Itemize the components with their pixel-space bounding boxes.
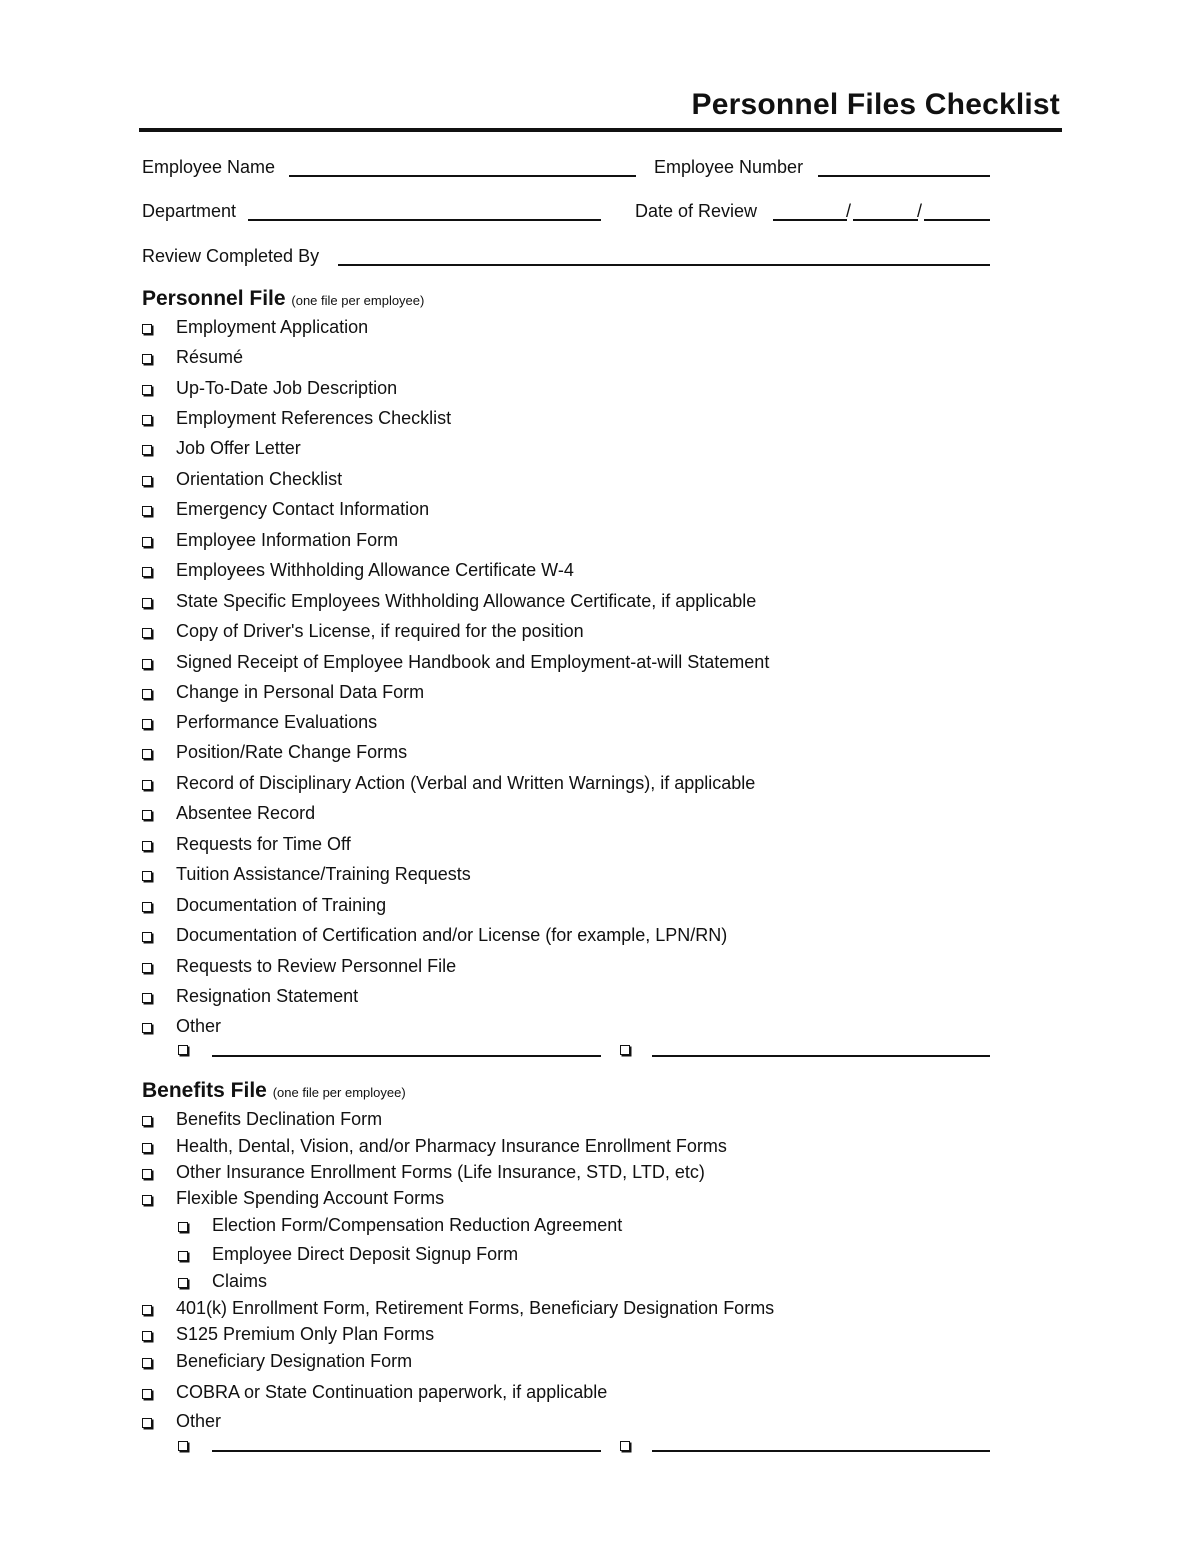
personnel-item-resume: Résumé [176,347,244,367]
personnel-item-time-off: Requests for Time Off [176,834,351,854]
checkbox-icon[interactable] [142,1116,152,1126]
benefits-item-cobra: COBRA or State Continuation paperwork, if applicable [176,1382,608,1402]
checkbox-icon[interactable] [142,415,152,425]
employee-number-field[interactable] [818,175,990,177]
benefits-item-other: Other [176,1411,222,1431]
checkbox-icon[interactable] [142,567,152,577]
checkbox-icon[interactable] [142,810,152,820]
personnel-item-training-docs: Documentation of Training [176,895,387,915]
review-year-field[interactable] [924,219,990,221]
employee-name-label: Employee Name [142,157,276,177]
date-separator: / [917,201,923,221]
date-of-review-label: Date of Review [635,201,758,221]
personnel-item-handbook-receipt: Signed Receipt of Employee Handbook and Employment-at-will Statement [176,652,770,672]
personnel-file-heading [142,287,424,311]
personnel-item-references-checklist: Employment References Checklist [176,408,452,428]
benefits-item-s125: S125 Premium Only Plan Forms [176,1324,435,1344]
benefits-item-fsa-forms: Flexible Spending Account Forms [176,1188,445,1208]
benefits-item-beneficiary: Beneficiary Designation Form [176,1351,413,1371]
personnel-item-tuition-assistance: Tuition Assistance/Training Requests [176,864,471,884]
checkbox-icon[interactable] [142,1358,152,1368]
checkbox-icon[interactable] [142,1169,152,1179]
benefits-subitem-direct-deposit: Employee Direct Deposit Signup Form [212,1244,519,1264]
checkbox-icon[interactable] [142,1331,152,1341]
personnel-item-job-offer-letter: Job Offer Letter [176,438,301,458]
checkbox-icon[interactable] [142,598,152,608]
checkbox-icon[interactable] [142,354,152,364]
benefits-subitem-claims: Claims [212,1271,268,1291]
title-divider [139,128,1062,132]
personnel-item-employee-information-form: Employee Information Form [176,530,399,550]
checkbox-icon[interactable] [142,902,152,912]
benefits-file-heading [142,1079,406,1103]
checkbox-icon[interactable] [142,385,152,395]
checkbox-icon[interactable] [142,1143,152,1153]
review-month-field[interactable] [773,219,847,221]
checkbox-icon[interactable] [142,324,152,334]
checkbox-icon[interactable] [142,719,152,729]
personnel-item-performance-evaluations: Performance Evaluations [176,712,378,732]
checkbox-icon[interactable] [178,1441,188,1451]
benefits-item-health-enrollment: Health, Dental, Vision, and/or Pharmacy Insurance Enrollment Forms [176,1136,727,1156]
personnel-item-absentee-record: Absentee Record [176,803,316,823]
employee-name-field[interactable] [289,175,636,177]
checkbox-icon[interactable] [142,445,152,455]
benefits-item-other-insurance: Other Insurance Enrollment Forms (Life Insurance, STD, LTD, etc) [176,1162,705,1182]
personnel-file-title: Personnel File [142,287,286,310]
review-day-field[interactable] [853,219,918,221]
date-separator: / [846,201,852,221]
checkbox-icon[interactable] [142,871,152,881]
personnel-item-drivers-license: Copy of Driver's License, if required for the position [176,621,584,641]
checkbox-icon[interactable] [142,993,152,1003]
personnel-item-disciplinary-action: Record of Disciplinary Action (Verbal and Written Warnings), if applicable [176,773,756,793]
checkbox-icon[interactable] [178,1045,188,1055]
checkbox-icon[interactable] [142,1023,152,1033]
checkbox-icon[interactable] [142,1418,152,1428]
review-completed-by-label: Review Completed By [142,246,320,266]
benefits-other-field-1[interactable] [212,1450,601,1452]
checkbox-icon[interactable] [142,1305,152,1315]
checkbox-icon[interactable] [142,841,152,851]
personnel-item-review-requests: Requests to Review Personnel File [176,956,457,976]
benefits-subitem-election-form: Election Form/Compensation Reduction Agreement [212,1215,623,1235]
personnel-other-field-1[interactable] [212,1055,601,1057]
checkbox-icon[interactable] [142,537,152,547]
benefits-file-title: Benefits File [142,1079,267,1102]
checkbox-icon[interactable] [142,932,152,942]
personnel-item-job-description: Up-To-Date Job Description [176,378,398,398]
checkbox-icon[interactable] [142,659,152,669]
benefits-other-field-2[interactable] [652,1450,990,1452]
checkbox-icon[interactable] [142,1389,152,1399]
personnel-item-certification-docs: Documentation of Certification and/or License (for example, LPN/RN) [176,925,728,945]
personnel-item-rate-change: Position/Rate Change Forms [176,742,408,762]
checkbox-icon[interactable] [620,1045,630,1055]
benefits-item-401k: 401(k) Enrollment Form, Retirement Forms, Beneficiary Designation Forms [176,1298,775,1318]
employee-number-label: Employee Number [654,157,804,177]
review-completed-by-field[interactable] [338,264,990,266]
checkbox-icon[interactable] [178,1278,188,1288]
checkbox-icon[interactable] [142,749,152,759]
department-field[interactable] [248,219,601,221]
checkbox-icon[interactable] [142,963,152,973]
personnel-item-state-withholding: State Specific Employees Withholding Allowance Certificate, if applicable [176,591,757,611]
checkbox-icon[interactable] [178,1251,188,1261]
checkbox-icon[interactable] [620,1441,630,1451]
personnel-item-personal-data-change: Change in Personal Data Form [176,682,425,702]
checkbox-icon[interactable] [142,1195,152,1205]
page-title: Personnel Files Checklist [691,88,1060,121]
benefits-item-declination-form: Benefits Declination Form [176,1109,383,1129]
department-label: Department [142,201,237,221]
personnel-item-emergency-contact: Emergency Contact Information [176,499,430,519]
personnel-item-resignation: Resignation Statement [176,986,359,1006]
checkbox-icon[interactable] [142,689,152,699]
personnel-item-other: Other [176,1016,222,1036]
checkbox-icon[interactable] [178,1222,188,1232]
personnel-file-note: (one file per employee) [291,293,425,308]
personnel-item-employment-application: Employment Application [176,317,369,337]
checkbox-icon[interactable] [142,476,152,486]
personnel-item-orientation-checklist: Orientation Checklist [176,469,343,489]
checkbox-icon[interactable] [142,628,152,638]
checkbox-icon[interactable] [142,506,152,516]
personnel-item-w4: Employees Withholding Allowance Certificate W-4 [176,560,574,580]
personnel-other-field-2[interactable] [652,1055,990,1057]
benefits-file-note: (one file per employee) [272,1085,406,1100]
checkbox-icon[interactable] [142,780,152,790]
